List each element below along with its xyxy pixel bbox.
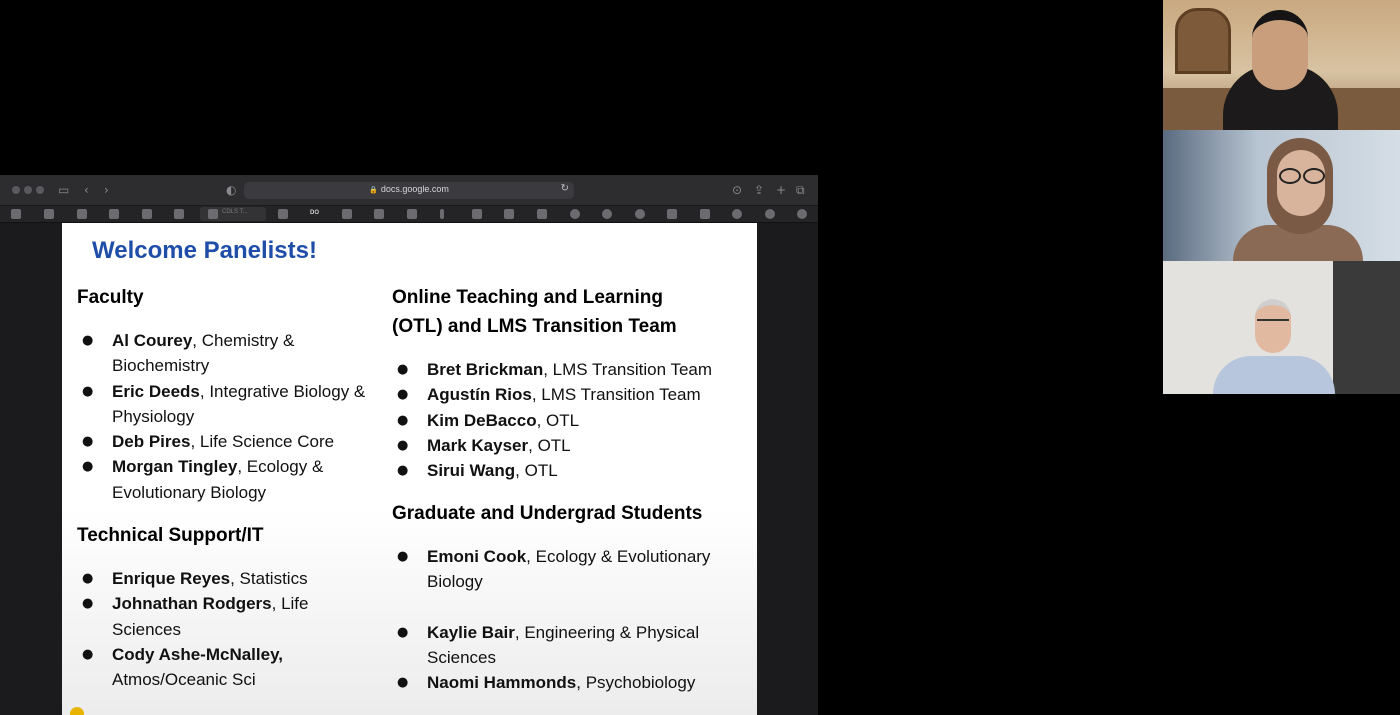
share-icon[interactable]: ⇪ — [754, 183, 765, 197]
students-list — [393, 544, 738, 695]
privacy-shield-icon[interactable]: ◐ — [226, 183, 237, 197]
list-item: ● Deb Pires, Life Science Core — [78, 429, 388, 454]
glasses-icon — [1257, 319, 1289, 328]
slide-logo-icon — [70, 707, 84, 715]
favorite-icon[interactable] — [109, 209, 119, 219]
list-item: ● Naomi Hammonds, Psychobiology — [393, 670, 738, 695]
tab-docs[interactable] — [200, 207, 266, 221]
tab-label: CDLS T... — [222, 209, 248, 215]
favorite-icon[interactable] — [537, 209, 547, 219]
lock-icon: 🔒 — [369, 187, 378, 194]
list-item: ● Johnathan Rodgers, Life Sciences — [78, 591, 348, 642]
students-heading: Graduate and Undergrad Students — [392, 503, 703, 524]
tech-support-heading: Technical Support/IT — [77, 525, 264, 546]
list-item: ● Kim DeBacco, OTL — [393, 408, 743, 433]
glasses-lens — [1303, 168, 1325, 184]
otl-list — [393, 357, 743, 483]
favorite-icon[interactable] — [278, 209, 288, 219]
favorite-icon[interactable] — [570, 209, 580, 219]
favorite-do[interactable]: DO — [310, 210, 319, 216]
download-icon[interactable]: ⊙ — [732, 183, 743, 197]
list-item: ● Morgan Tingley, Ecology & Evolutionary Biology — [78, 454, 388, 505]
faculty-list — [78, 328, 388, 505]
participant-video-1[interactable] — [1163, 0, 1400, 131]
back-icon[interactable]: ‹ — [84, 183, 89, 197]
tech-support-list — [78, 566, 348, 692]
favorite-icon[interactable] — [44, 209, 54, 219]
new-tab-icon[interactable]: + — [776, 183, 787, 197]
favorite-icon[interactable] — [142, 209, 152, 219]
list-item: ● Mark Kayser, OTL — [393, 433, 743, 458]
faculty-heading: Faculty — [77, 287, 144, 308]
participant-video-2[interactable] — [1163, 130, 1400, 261]
otl-heading-line1: Online Teaching and Learning — [392, 287, 663, 308]
favorite-icon[interactable] — [174, 209, 184, 219]
list-item: ● Cody Ashe-McNalley, Atmos/Oceanic Sci — [78, 642, 348, 693]
reload-icon[interactable]: ↻ — [560, 183, 569, 194]
favorite-icon[interactable] — [635, 209, 645, 219]
list-item: ● Sirui Wang, OTL — [393, 458, 743, 483]
favorite-icon[interactable] — [700, 209, 710, 219]
participant-video-3[interactable] — [1163, 261, 1400, 394]
favorite-icon[interactable] — [504, 209, 514, 219]
favorite-icon[interactable] — [667, 209, 677, 219]
list-item: ● Agustín Rios, LMS Transition Team — [393, 382, 743, 407]
browser-toolbar — [0, 175, 818, 206]
favorite-icon[interactable] — [374, 209, 384, 219]
favorite-icon[interactable] — [342, 209, 352, 219]
minimize-window-button[interactable] — [24, 186, 32, 194]
docs-icon — [208, 209, 218, 219]
list-item: ● Al Courey, Chemistry & Biochemistry — [78, 328, 388, 379]
person-head — [1252, 10, 1308, 90]
address-bar[interactable] — [244, 182, 574, 199]
list-item: ● Eric Deeds, Integrative Biology & Physiology — [78, 379, 388, 430]
list-item: ● Bret Brickman, LMS Transition Team — [393, 357, 743, 382]
window-shape — [1175, 8, 1231, 74]
zoom-window-button[interactable] — [36, 186, 44, 194]
otl-heading — [392, 283, 752, 341]
list-item: ● Emoni Cook, Ecology & Evolutionary Biology — [393, 544, 738, 595]
favorite-icon[interactable] — [440, 209, 444, 219]
forward-icon[interactable]: › — [104, 183, 109, 197]
close-window-button[interactable] — [12, 186, 20, 194]
favorite-icon[interactable] — [732, 209, 742, 219]
otl-heading-line2: (OTL) and LMS Transition Team — [392, 316, 677, 337]
favorite-icon[interactable] — [602, 209, 612, 219]
favorite-icon[interactable] — [765, 209, 775, 219]
favorite-icon[interactable] — [77, 209, 87, 219]
room-background — [1333, 261, 1400, 394]
list-item: ● Enrique Reyes, Statistics — [78, 566, 348, 591]
favorite-icon[interactable] — [11, 209, 21, 219]
presentation-slide — [62, 223, 757, 715]
tab-overview-icon[interactable]: ⧉ — [796, 183, 805, 197]
favorite-icon[interactable] — [407, 209, 417, 219]
list-item: ● Kaylie Bair, Engineering & Physical Sciences — [393, 620, 738, 671]
favorite-icon[interactable] — [472, 209, 482, 219]
slide-title: Welcome Panelists! — [92, 237, 317, 264]
sidebar-icon[interactable]: ▭ — [58, 183, 70, 197]
url-text: docs.google.com — [380, 184, 449, 194]
person-body — [1213, 356, 1335, 394]
glasses-icon — [1279, 168, 1301, 184]
favorite-icon[interactable] — [797, 209, 807, 219]
shared-browser-window — [0, 175, 818, 715]
favorites-bar — [0, 206, 818, 223]
